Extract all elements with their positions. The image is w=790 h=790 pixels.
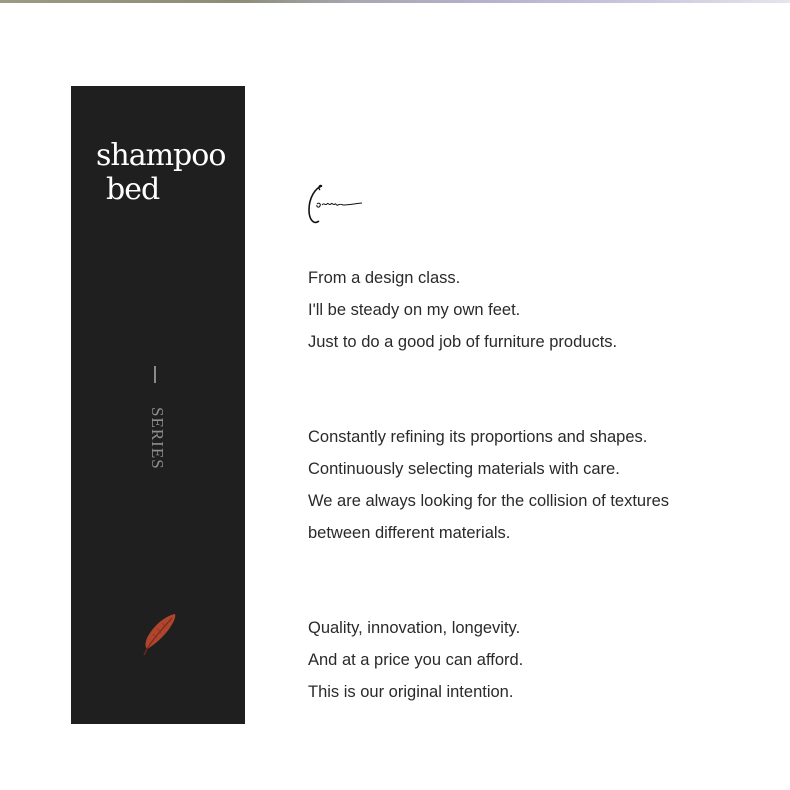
text-line: Constantly refining its proportions and shapes. — [308, 428, 648, 446]
paragraph-1 — [308, 262, 617, 358]
text-line: This is our original intention. — [308, 683, 514, 701]
text-line: Just to do a good job of furniture products. — [308, 333, 618, 351]
paragraph-2 — [308, 421, 669, 549]
feather-icon — [139, 612, 179, 656]
signature-icon — [305, 180, 367, 230]
text-line: We are always looking for the collision of textures — [308, 492, 670, 510]
text-line: And at a price you can afford. — [308, 651, 524, 669]
series-label: SERIES — [148, 407, 167, 470]
series-panel — [71, 86, 245, 724]
text-line: between different materials. — [308, 524, 511, 542]
top-image-strip — [0, 0, 790, 3]
vertical-divider — [154, 366, 156, 383]
text-line: Continuously selecting materials with care. — [308, 460, 620, 478]
text-line: I'll be steady on my own feet. — [308, 301, 521, 319]
product-title — [96, 139, 225, 207]
text-line: From a design class. — [308, 269, 461, 287]
title-line-2: bed — [106, 172, 160, 207]
text-line: Quality, innovation, longevity. — [308, 619, 521, 637]
title-line-1: shampoo — [96, 138, 226, 173]
paragraph-3 — [308, 612, 523, 708]
